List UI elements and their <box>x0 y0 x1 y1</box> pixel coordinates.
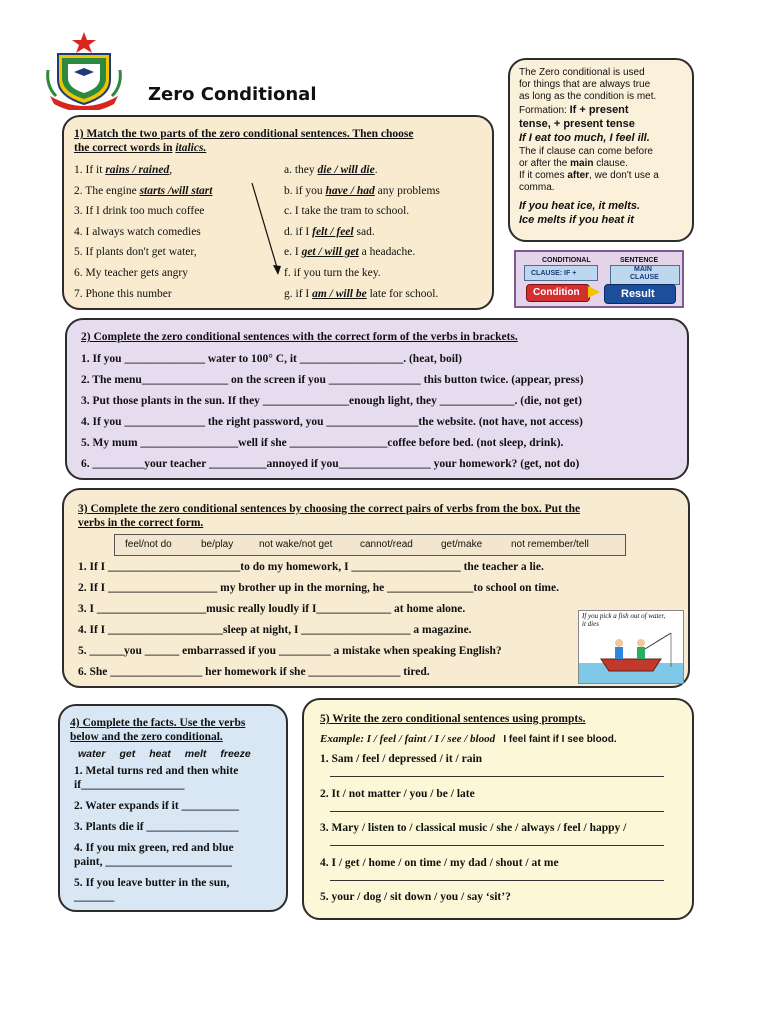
diagram-main-clause-box: MAIN CLAUSE <box>610 265 680 285</box>
example-match-arrow <box>248 179 288 279</box>
exercise-4-verb-3: heat <box>149 748 171 760</box>
diagram-arrow-icon <box>588 286 600 298</box>
verb-pair-5: get/make <box>441 539 483 550</box>
diagram-result-box: Result <box>604 284 676 304</box>
exercise-1-instruction-line2: the correct words in italics. <box>74 142 207 154</box>
exercise-4-item-3: 3. Plants die if ________________ <box>74 821 239 833</box>
info-formation-2: tense, + present tense <box>519 118 635 130</box>
verb-pair-4: cannot/read <box>360 539 413 550</box>
exercise-4-verb-5: freeze <box>220 748 251 760</box>
exercise-4-verb-list <box>78 744 265 762</box>
match-item-left-6: 6. My teacher gets angry <box>74 267 189 279</box>
info-line-6: If it comes after, we don't use a <box>519 170 659 181</box>
exercise-2-item-6: 6. _________your teacher __________annoyed if you________________ your homework? (get, not do) <box>81 458 580 470</box>
exercise-3-item-2: 2. If I ___________________ my brother up in the morning, he _______________to school on time. <box>78 582 559 594</box>
match-item-right-6: f. if you turn the key. <box>284 267 381 279</box>
exercise-4-instruction-line2: below and the zero conditional. <box>70 731 223 743</box>
exercise-2-item-2: 2. The menu_______________ on the screen if you ________________ this button twice. (appear, press) <box>81 374 584 386</box>
school-crest-logo <box>44 30 124 110</box>
exercise-3-item-5: 5. ______you ______ embarrassed if you _________ a mistake when speaking English? <box>78 645 502 657</box>
exercise-4-item-1-cont: if__________________ <box>74 779 185 791</box>
info-example-2b: Ice melts if you heat it <box>519 214 634 226</box>
exercise-1-instruction-line1: 1) Match the two parts of the zero conditional sentences. Then choose <box>74 128 414 140</box>
info-formation: Formation: If + present <box>519 104 629 116</box>
info-line-2: for things that are always true <box>519 79 651 90</box>
exercise-2-item-1: 1. If you ______________ water to 100° C, it __________________. (heat, boil) <box>81 353 462 365</box>
match-item-left-1: 1. If it rains / rained, <box>74 164 173 176</box>
diagram-clause-box: CLAUSE: IF + <box>524 265 598 281</box>
exercise-2-item-4: 4. If you ______________ the right password, you ________________the website. (not have, not access) <box>81 416 583 428</box>
exercise-5-item-2: 2. It / not matter / you / be / late <box>320 787 475 800</box>
exercise-3-item-1: 1. If I _______________________to do my homework, I ___________________ the teacher a lie. <box>78 561 544 573</box>
info-example-2a: If you heat ice, it melts. <box>519 200 641 212</box>
info-line-3: as long as the condition is met. <box>519 91 657 102</box>
conditional-sentence-diagram <box>514 250 684 308</box>
exercise-5-answer-line-1 <box>330 776 664 777</box>
exercise-2-item-5: 5. My mum _________________well if she _________________coffee before bed. (not sleep, drink). <box>81 437 564 449</box>
match-item-right-2: b. if you have / had any problems <box>284 184 440 197</box>
info-line-1: The Zero conditional is used <box>519 67 645 78</box>
match-item-right-3: c. I take the tram to school. <box>284 205 410 218</box>
exercise-5-example: Example: I / feel / faint / I / see / blood I feel faint if I see blood. <box>320 733 617 745</box>
exercise-3-instruction-line2: verbs in the correct form. <box>78 517 204 529</box>
exercise-4-verb-1: water <box>78 748 106 760</box>
exercise-5-answer-line-3 <box>330 845 664 846</box>
diagram-condition-box: Condition <box>526 284 590 302</box>
verb-pair-6: not remember/tell <box>511 539 589 550</box>
match-item-right-1: a. they die / will die. <box>284 164 378 176</box>
exercise-5-instruction: 5) Write the zero conditional sentences using prompts. <box>320 713 586 725</box>
verb-pair-2: be/play <box>201 539 234 550</box>
exercise-5-answer-line-2 <box>330 811 664 812</box>
boat-fishermen-illustration <box>579 629 683 683</box>
verb-pair-1: feel/not do <box>125 539 172 550</box>
match-item-left-2: 2. The engine starts /will start <box>74 184 213 197</box>
exercise-4-item-1: 1. Metal turns red and then white <box>74 765 239 777</box>
exercise-1-box <box>62 115 494 310</box>
exercise-5-item-1: 1. Sam / feel / depressed / it / rain <box>320 753 483 765</box>
match-item-left-4: 4. I always watch comedies <box>74 225 201 238</box>
match-item-left-3: 3. If I drink too much coffee <box>74 205 205 218</box>
exercise-3-item-6: 6. She ________________ her homework if she ________________ tired. <box>78 666 430 678</box>
match-item-right-4: d. if I felt / feel sad. <box>284 225 375 238</box>
exercise-3-instruction-line1: 3) Complete the zero conditional sentences by choosing the correct pairs of verbs from the box. Put the <box>78 503 581 515</box>
match-item-left-7: 7. Phone this number <box>74 287 172 300</box>
info-line-4: The if clause can come before <box>519 146 653 157</box>
info-line-7: comma. <box>519 182 555 193</box>
exercise-4-box <box>58 704 288 912</box>
match-item-right-5: e. I get / will get a headache. <box>284 246 416 259</box>
exercise-4-item-5-cont: _______ <box>74 891 115 903</box>
match-item-left-5: 5. If plants don't get water, <box>74 246 197 259</box>
fish-boat-picture: If you pick a fish out of water, it dies <box>578 610 684 684</box>
diagram-header-sentence: SENTENCE <box>620 257 659 264</box>
zero-conditional-info-box <box>508 58 694 242</box>
exercise-2-item-3: 3. Put those plants in the sun. If they _______________enough light, they _____________. (die, not get) <box>81 395 582 407</box>
diagram-header-conditional: CONDITIONAL <box>542 257 591 264</box>
exercise-4-item-5: 5. If you leave butter in the sun, <box>74 877 230 889</box>
exercise-5-answer-line-4 <box>330 880 664 881</box>
exercise-5-item-4: 4. I / get / home / on time / my dad / shout / at me <box>320 856 559 869</box>
exercise-3-box <box>62 488 690 688</box>
exercise-5-box <box>302 698 694 920</box>
exercise-4-item-2: 2. Water expands if it __________ <box>74 800 240 812</box>
exercise-5-item-3: 3. Mary / listen to / classical music / she / always / feel / happy / <box>320 822 627 834</box>
page-title: Zero Conditional <box>148 84 317 105</box>
exercise-2-instruction: 2) Complete the zero conditional sentences with the correct form of the verbs in brackets. <box>81 331 518 343</box>
exercise-4-item-4: 4. If you mix green, red and blue <box>74 842 234 854</box>
info-example-1: If I eat too much, I feel ill. <box>519 132 650 144</box>
info-line-5: or after the main clause. <box>519 158 628 169</box>
exercise-2-box <box>65 318 689 480</box>
exercise-3-item-4: 4. If I ____________________sleep at night, I ___________________ a magazine. <box>78 624 472 636</box>
exercise-4-instruction-line1: 4) Complete the facts. Use the verbs <box>70 717 246 729</box>
exercise-4-verb-4: melt <box>184 748 207 760</box>
exercise-5-item-5: 5. your / dog / sit down / you / say ‘sit’? <box>320 891 511 903</box>
match-item-right-7: g. if I am / will be late for school. <box>284 287 439 300</box>
exercise-3-item-3: 3. I ___________________music really loudly if I_____________ at home alone. <box>78 603 466 615</box>
exercise-4-item-4-cont: paint, ______________________ <box>74 856 232 868</box>
verb-pair-3: not wake/not get <box>259 539 333 550</box>
verb-pairs-word-box <box>114 534 626 556</box>
exercise-4-verb-2: get <box>119 748 136 760</box>
